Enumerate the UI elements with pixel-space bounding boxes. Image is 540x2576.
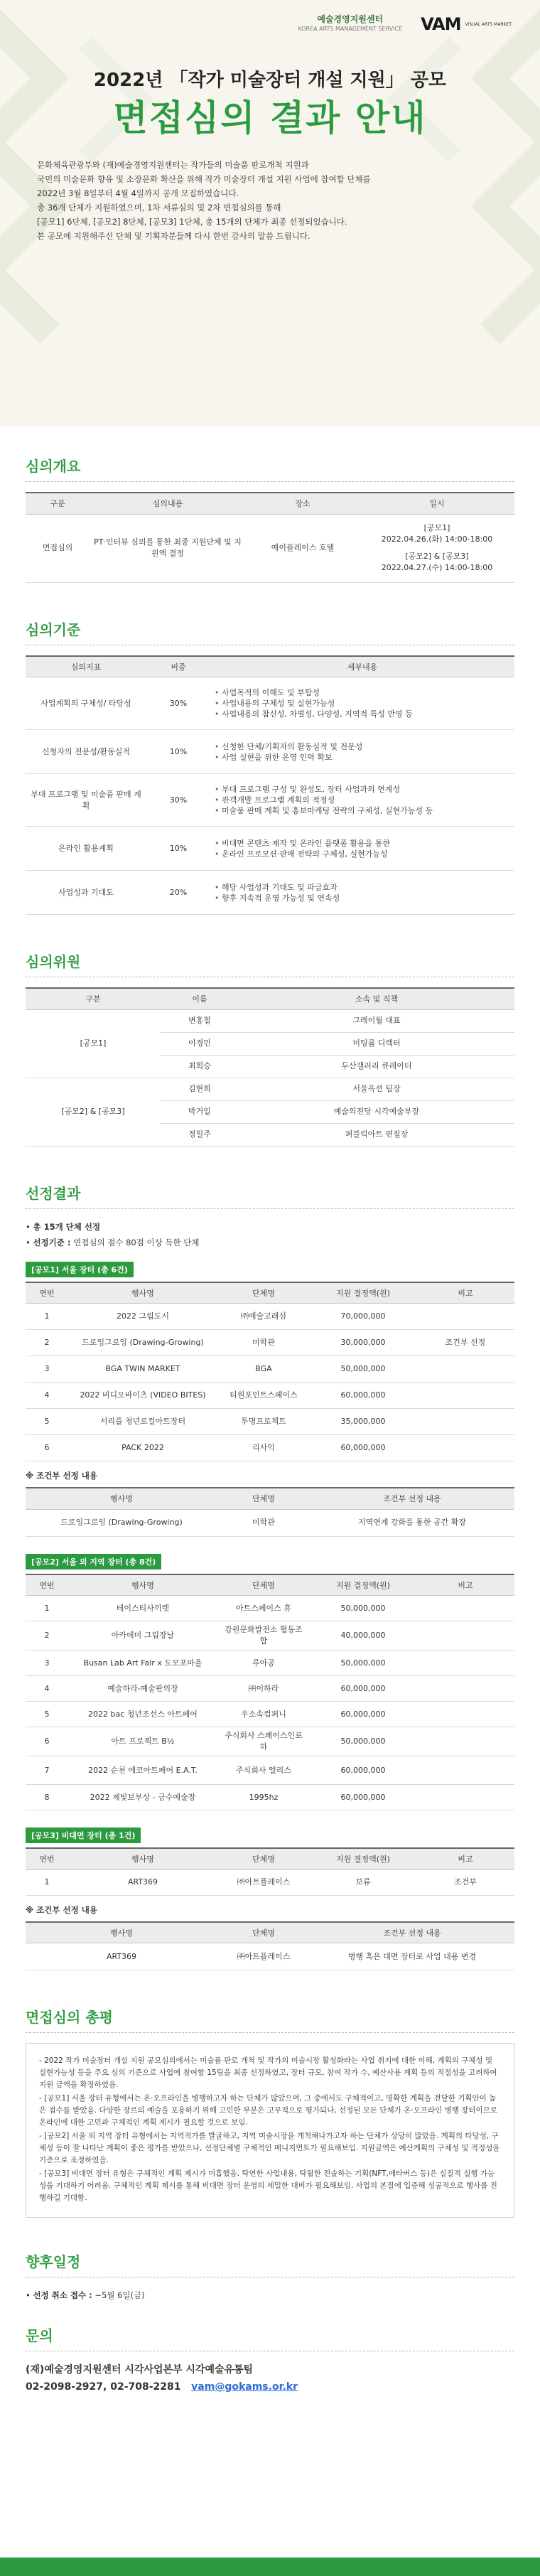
table-row: 4 2022 비디오바이츠 (VIDEO BITES) 티원포인트스페이스 60,000,000 (26, 1383, 514, 1409)
group3-condition-label: ※ 조건부 선정 내용 (26, 1904, 97, 1915)
group3-table: 연번 행사명 단체명 지원 결정액(원) 비고 1 ART369 ㈜아트플레이스 보류 조건부 (26, 1847, 514, 1896)
footer-bar (0, 2558, 540, 2576)
criteria-table: 심의지표 비중 세부내용 사업계획의 구체성/ 타당성 30% • 사업목적의 이해도 및 부합성 • 사업내용의 구체성 및 실현가능성 • 사업내용의 참신성, 차별성, 다양성, 지역적 특성 반영 등 신청자의 전문성/활동실적 10% • 신청한 단체/기획자의 활동실적 및 전문성 • 사업 실현을 위한 운영 인력 확보 부대 프로그램 및 미술품 판매 계획 30% • 부대 프로그램 구성 및 완성도, 장터 사업과의 연계성 • 관객개발 프로그램 계획의 적정성 • 미술품 판매 계획 및 홍보마케팅 전략의 구체성, 실현가능성 등 온라인 활용계획 10% • 비대면 콘텐츠 제작 및 온라인 플랫폼 활용을 통한 • 온라인 프로모션·판매 전략의 구체성, 실현가능성 사업성과 기대도 20% • 해당 사업성과 기대도 및 파급효과 • 향후 지속적 운영 가능성 및 연속성 (26, 655, 514, 916)
section-title: 면접심의 총평 (26, 2006, 514, 2033)
table-row: ART369 ㈜아트플레이스 병행 혹은 대면 장터로 사업 내용 변경 (26, 1943, 514, 1970)
table-row: 1 ART369 ㈜아트플레이스 보류 조건부 (26, 1869, 514, 1895)
group1-condition-label: ※ 조건부 선정 내용 (26, 1471, 97, 1481)
table-row: 드로잉그로잉 (Drawing-Growing) 미학관 지역연계 강화를 통한 공간 확장 (26, 1509, 514, 1536)
table-row: 정일주 퍼블릭아트 편집장 (26, 1123, 514, 1146)
table-row: 2 아카데미 그림장날 강원문화발전소 협동조합 40,000,000 (26, 1621, 514, 1651)
table-row: 3 BGA TWIN MARKET BGA 50,000,000 (26, 1356, 514, 1383)
contact-email-link[interactable]: vam@gokams.or.kr (191, 2381, 298, 2393)
intro-text: 문화체육관광부와 (재)예술경영지원센터는 작가들의 미술품 판로개척 지원과 국민의 미술문화 향유 및 소장문화 확산을 위해 작가 미술장터 개설 지원 사업에 참여할 단체를 2022년 3월 8일부터 4월 4일까지 공개 모집하였습니다. 총 36개 단체가 지원하였으며, 1차 서류심의 및 2차 면접심의를 통해 [공모1] 6단체, [공모2] 8단체, [공모3] 1단체, 총 15개의 단체가 최종 선정되었습니다. 본 공모에 지원해주신 단체 및 기획자분들께 다시 한번 감사의 말씀 드립니다. (37, 160, 371, 241)
table-row: 6 PACK 2022 리사익 60,000,000 (26, 1435, 514, 1461)
section-title: 심의위원 (26, 950, 514, 977)
schedule-item: • 선정 취소 접수 : ~5월 6일(금) (26, 2290, 145, 2300)
schedule-section (0, 2250, 540, 2303)
criteria-section (0, 618, 540, 916)
poster-title: 면접심의 결과 안내 (113, 97, 427, 139)
kams-logo: 예술경영지원센터 KOREA ARTS MANAGEMENT SERVICE (298, 14, 403, 32)
table-row: 온라인 활용계획 10% • 비대면 콘텐츠 제작 및 온라인 플랫폼 활용을 통한 • 온라인 프로모션·판매 전략의 구체성, 실현가능성 (26, 827, 514, 871)
table-row: 2 드로잉그로잉 (Drawing-Growing) 미학관 30,000,000 조건부 선정 (26, 1330, 514, 1356)
committee-table: 구분 이름 소속 및 직책 [공모1] 변홍철 그레이월 대표 이경민 미팅룸 디렉터 최희승 두산갤러리 큐레이터 [공모2] & [공모3] 김현희 서울옥션 팀장 박거일 예술의전당 시각예술부장 정일주 퍼블릭아트 편집장 (26, 987, 514, 1147)
contact-org: (재)예술경영지원센터 시각사업본부 시각예술유통팀 (26, 2364, 254, 2376)
table-row: [공모2] & [공모3] 김현희 서울옥션 팀장 (26, 1078, 514, 1100)
contact-info (26, 2361, 514, 2395)
table-row: 8 2022 제빛보부상 - 금수예술장 1995hz 60,000,000 (26, 1785, 514, 1810)
table-row: 5 서리풀 청년로컬아트장터 투명프로젝트 35,000,000 (26, 1409, 514, 1435)
table-row: 6 아트 프로젝트 B½ 주식회사 스페이스인로하 50,000,000 (26, 1727, 514, 1756)
table-row: 사업계획의 구체성/ 타당성 30% • 사업목적의 이해도 및 부합성 • 사업내용의 구체성 및 실현가능성 • 사업내용의 참신성, 차별성, 다양성, 지역적 특성 반영 등 (26, 677, 514, 730)
results-section (0, 1182, 540, 1971)
table-row: 부대 프로그램 및 미술품 판매 계획 30% • 부대 프로그램 구성 및 완성도, 장터 사업과의 연계성 • 관객개발 프로그램 계획의 적정성 • 미술품 판매 계획 및 홍보마케팅 전략의 구체성, 실현가능성 등 (26, 774, 514, 827)
table-row: 3 Busan Lab Art Fair x 도모포마을 루아공 50,000,000 (26, 1651, 514, 1676)
vam-logo: VAM VISUAL ARTS MARKET (421, 14, 512, 34)
group1-table: 연번 행사명 단체명 지원 결정액(원) 비고 1 2022 그림도시 ㈜예술고래섬 70,000,000 2 드로잉그로잉 (Drawing-Growing) 미학관 30,000,000 조건부 선정 3 BGA TWIN MARKET BGA 50,000,000 4 2022 비디오바이츠 (VIDEO BITES) 티원포인트스페이스 60,000,000 5 서리풀 청년로컬아트장터 투명프로젝트 35,000,000 6 PACK 2022 리사익 60,000,000 (26, 1282, 514, 1462)
table-row: 1 2022 그림도시 ㈜예술고래섬 70,000,000 (26, 1304, 514, 1330)
results-summary: • 총 15개 단체 선정 • 선정기준 : 면접심의 점수 80점 이상 득한 단체 (26, 1221, 200, 1247)
section-title: 심의개요 (26, 455, 514, 482)
review-box: - 2022 작가 미술장터 개설 지원 공모심의에서는 미술품 판로 개척 및 작가의 미술시장 활성화라는 사업 취지에 대한 이해, 계획의 구체성 및 실현가능성 등을 주요 심의 기준으로 사업에 참여할 15팀을 최종 선정하였고, 장터 규모, 참여 작가 수, 예산사용 계획 등의 적절성을 고려하여 지원 금액을 확정하였음. - [공모1] 서울 장터 유형에서는 온·오프라인을 병행하고자 하는 단체가 많았으며, 그 중에서도 구체적이고, 명확한 계획을 전달한 기획안이 높은 점수를 받았음. 다양한 장르의 예술을 포용하기 위해 고민한 부분은 고무적으로 평가되나, 선정된 모든 단체가 온·오프라인 병행 장터이므로 온라인에 대한 고민과 구체적인 계획 제시가 필요할 것으로 보임. - [공모2] 서울 외 지역 장터 유형에서는 지역적가를 발굴하고, 지역 미술시장을 개척해나가고자 하는 단체가 상당히 많았음. 계획의 타당성, 구체성 등이 잘 나타난 계획이 좋은 평가를 받았으나, 선정단체별 구체적인 매니지먼트가 필요해보임. 지원금액은 예산계획의 구체성 및 적정성을 기준으로 조정하였음. - [공모3] 비대면 장터 유형은 구체적인 계획 제시가 미흡했음. 탁연한 사업내용, 탁월한 전술하는 기획(NFT,메타버스 등)은 실질적 실행 가능성을 기대하기 어려움. 구체적인 계획 제시를 통해 비대면 장터 운영의 세밀한 대비가 필요해보임. 사업의 본질에 입증해 성공적으로 행사를 진행하길 기대함. (26, 2043, 514, 2218)
poster-header (0, 0, 540, 426)
table-row: 4 예술하라-예술판의장 ㈜이하라 60,000,000 (26, 1676, 514, 1702)
table-row: 5 2022 bac 청년조선스 아트페어 우소속컴퍼니 60,000,000 (26, 1702, 514, 1727)
contact-phone: 02-2098-2927, 02-708-2281 (26, 2381, 181, 2393)
table-row: 사업성과 기대도 20% • 해당 사업성과 기대도 및 파급효과 • 향후 지속적 운영 가능성 및 연속성 (26, 871, 514, 915)
section-title: 향후일정 (26, 2250, 514, 2277)
review-section (0, 2006, 540, 2218)
table-row: 최희승 두산갤러리 큐레이터 (26, 1055, 514, 1078)
table-row: 7 2022 순천 에코아트페어 E.A.T. 주식회사 엘리스 60,000,000 (26, 1756, 514, 1785)
section-title: 심의기준 (26, 618, 514, 645)
table-row: 이경민 미팅룸 디렉터 (26, 1032, 514, 1055)
committee-section (0, 950, 540, 1147)
section-title: 문의 (26, 2324, 514, 2351)
contact-section (0, 2324, 540, 2395)
table-row: 1 테이스티사끼렛 아트스페이스 휴 50,000,000 (26, 1596, 514, 1621)
group2-table: 연번 행사명 단체명 지원 결정액(원) 비고 1 테이스티사끼렛 아트스페이스 휴 50,000,000 2 아카데미 그림장날 강원문화발전소 협동조합 40,000,000 3 Busan Lab Art Fair x 도모포마을 루아공 50,000,000 4 예술하라-예술판의장 ㈜이하라 60,000,000 5 2022 bac 청년조선스 아트페어 우소속컴퍼니 60,000,000 6 아트 프로젝트 B½ 주식회사 스페이스인로하 50,000,000 7 2022 순천 에코아트페어 E.A.T. 주식회사 엘리스 60,000,000 8 2022 제빛보부상 - 금수예술장 1995hz 60,000,000 (26, 1574, 514, 1811)
table-row: 신청자의 전문성/활동실적 10% • 신청한 단체/기획자의 활동실적 및 전문성 • 사업 실현을 위한 운영 인력 확보 (26, 730, 514, 774)
group3-label: [공모3] 비대면 장터 (총 1건) (26, 1828, 141, 1843)
group2-label: [공모2] 서울 외 지역 장터 (총 8건) (26, 1554, 161, 1569)
overview-table: 구분 심의내용 장소 일시 면접심의 PT·인터뷰 심의를 통한 최종 지원단체 및 지원액 결정 예이플레이스 호텔 [공모1] 2022.04.26.(화) 14:00-18:00 [공모2] & [공모3] 2022.04.27.(수) 14:00-18:00 (26, 492, 514, 583)
table-row: 박거일 예술의전당 시각예술부장 (26, 1100, 514, 1123)
group1-label: [공모1] 서울 장터 (총 6건) (26, 1262, 134, 1277)
table-row: [공모1] 변홍철 그레이월 대표 (26, 1009, 514, 1032)
overview-section (0, 455, 540, 583)
group3-condition-table: 행사명 단체명 조건부 선정 내용 ART369 ㈜아트플레이스 병행 혹은 대면 장터로 사업 내용 변경 (26, 1921, 514, 1971)
group1-condition-table: 행사명 단체명 조건부 선정 내용 드로잉그로잉 (Drawing-Growing) 미학관 지역연계 강화를 통한 공간 확장 (26, 1487, 514, 1537)
section-title: 선정결과 (26, 1182, 514, 1209)
poster-subtitle: 2022년 「작가 미술장터 개설 지원」 공모 (93, 70, 447, 91)
